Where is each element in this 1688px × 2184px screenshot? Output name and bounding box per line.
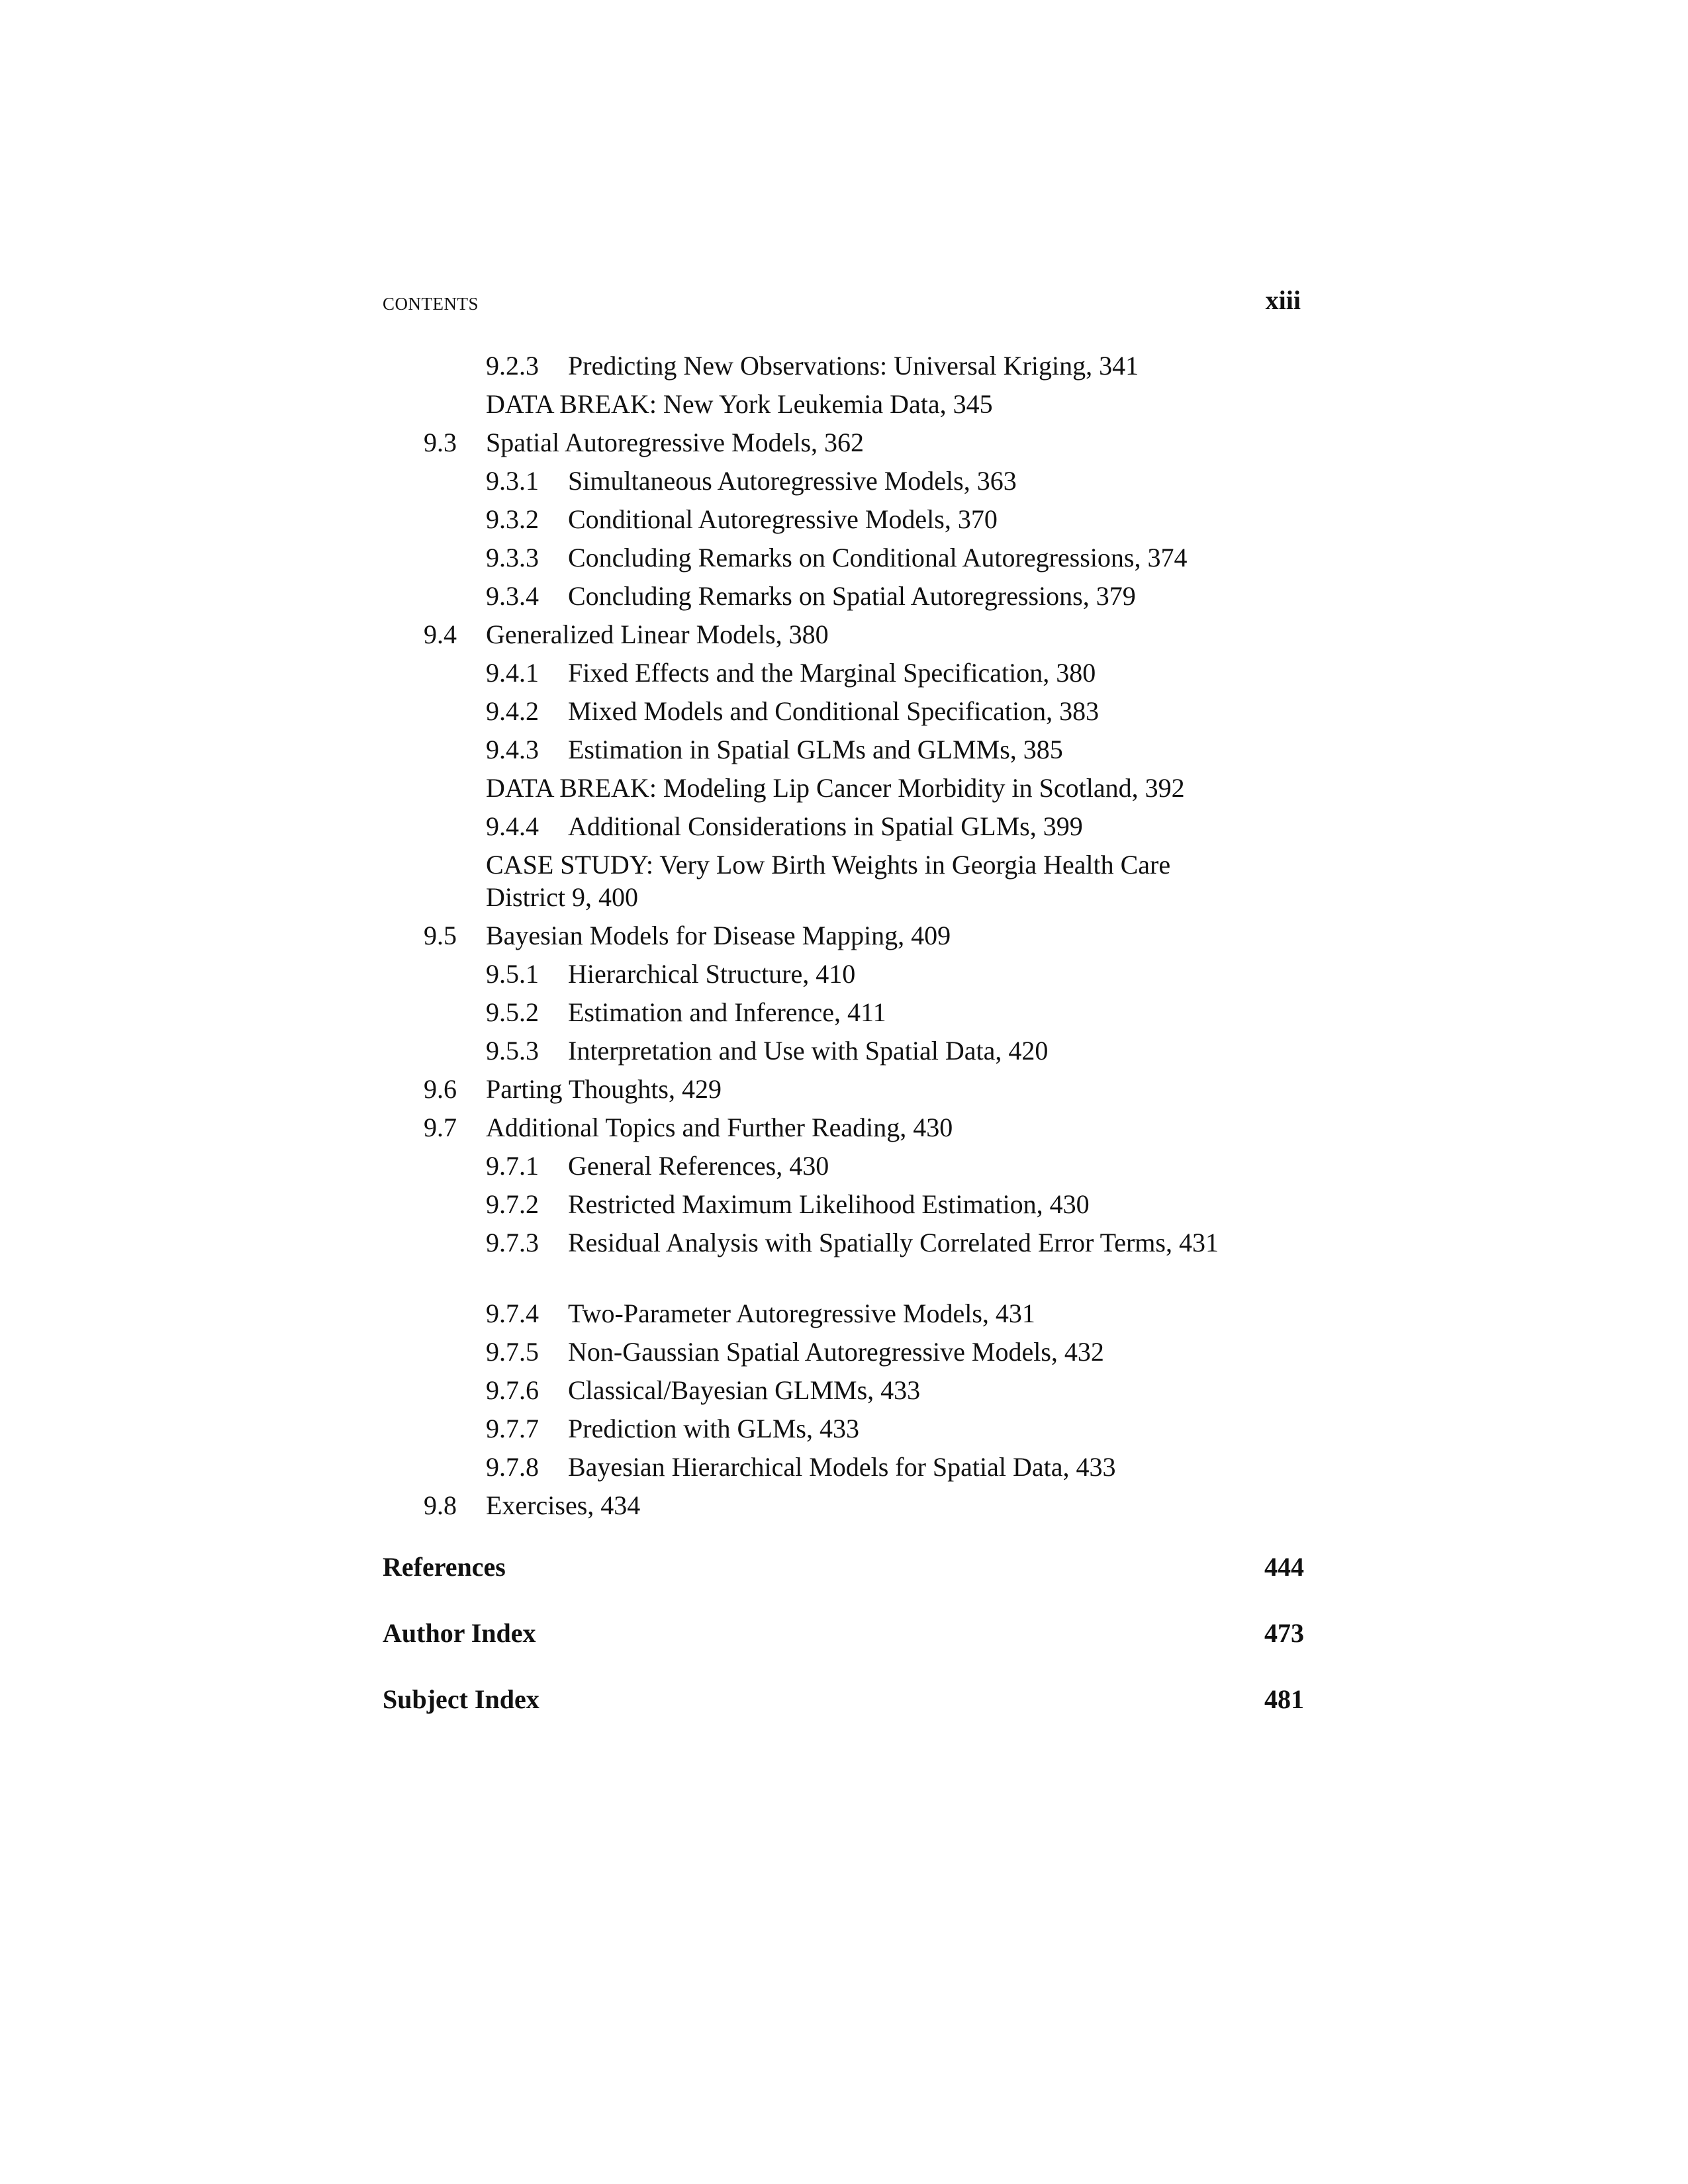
toc-entry (0, 1451, 1688, 1483)
backmatter-page: 444 (1264, 1552, 1304, 1582)
toc-entry-title: DATA BREAK: Modeling Lip Cancer Morbidity in Scotland, 392 (486, 773, 1185, 803)
toc-entry (0, 919, 1688, 952)
toc-entry (0, 388, 1688, 420)
toc-entry-number: 9.7.4 (486, 1298, 539, 1328)
toc-entry-title: Concluding Remarks on Conditional Autoregressions, 374 (568, 543, 1188, 572)
toc-entry-number: 9.4.3 (486, 735, 539, 764)
toc-entry-title: Residual Analysis with Spatially Correlated Error Terms, 431 (568, 1228, 1219, 1257)
toc-entry-title: Generalized Linear Models, 380 (486, 619, 829, 649)
toc-entry-number: 9.3.3 (486, 543, 539, 572)
toc-entry (0, 1226, 1688, 1291)
page-number: xiii (1265, 285, 1301, 315)
toc-entry (0, 657, 1688, 689)
toc-entry (0, 1034, 1688, 1067)
toc-entry (0, 618, 1688, 651)
toc-entry-title: Non-Gaussian Spatial Autoregressive Models, 432 (568, 1337, 1104, 1367)
toc-entry-title: Exercises, 434 (486, 1490, 641, 1520)
toc-entry-title: Fixed Effects and the Marginal Specification, 380 (568, 658, 1096, 688)
toc-entry-title: Hierarchical Structure, 410 (568, 959, 856, 989)
toc-entry-number: 9.7.6 (486, 1375, 539, 1405)
toc-entry-title: Additional Topics and Further Reading, 430 (486, 1113, 953, 1142)
toc-entry (0, 1073, 1688, 1105)
toc-entry-title: Restricted Maximum Likelihood Estimation, 430 (568, 1189, 1090, 1219)
toc-entry-number: 9.5 (424, 921, 457, 950)
backmatter-label: References (383, 1552, 506, 1582)
toc-entry-title: Predicting New Observations: Universal Kriging, 341 (568, 351, 1139, 381)
toc-entry-number: 9.4.4 (486, 811, 539, 841)
toc-entry (0, 1150, 1688, 1182)
toc-entry (0, 810, 1688, 842)
running-head: CONTENTS (383, 294, 479, 314)
toc-entry-number: 9.6 (424, 1074, 457, 1104)
toc-entry-number: 9.3 (424, 428, 457, 457)
toc-entry-title: Conditional Autoregressive Models, 370 (568, 504, 998, 534)
table-of-contents (0, 349, 1688, 1527)
toc-entry-number: 9.5.3 (486, 1036, 539, 1066)
toc-entry-number: 9.3.4 (486, 581, 539, 611)
toc-entry-title: Prediction with GLMs, 433 (568, 1414, 859, 1443)
toc-entry (0, 1374, 1688, 1406)
toc-entry-number: 9.3.1 (486, 466, 539, 496)
toc-entry-number: 9.7 (424, 1113, 457, 1142)
toc-entry-title: Simultaneous Autoregressive Models, 363 (568, 466, 1017, 496)
toc-entry (0, 772, 1688, 804)
toc-entry (0, 996, 1688, 1028)
toc-entry-title: Interpretation and Use with Spatial Data, 420 (568, 1036, 1049, 1066)
toc-entry-title: Estimation in Spatial GLMs and GLMMs, 385 (568, 735, 1063, 764)
toc-entry (0, 695, 1688, 727)
toc-entry-title: Parting Thoughts, 429 (486, 1074, 722, 1104)
toc-entry (0, 958, 1688, 990)
toc-entry (0, 503, 1688, 535)
toc-entry-number: 9.7.1 (486, 1151, 539, 1181)
toc-entry (0, 1111, 1688, 1144)
toc-entry (0, 465, 1688, 497)
backmatter-label: Subject Index (383, 1684, 539, 1714)
toc-entry-number: 9.5.1 (486, 959, 539, 989)
toc-entry (0, 349, 1688, 382)
toc-entry (0, 848, 1688, 913)
toc-entry (0, 426, 1688, 459)
toc-entry-number: 9.2.3 (486, 351, 539, 381)
toc-entry-number: 9.3.2 (486, 504, 539, 534)
toc-entry (0, 1489, 1688, 1522)
toc-entry (0, 1188, 1688, 1220)
toc-entry-title: Bayesian Models for Disease Mapping, 409 (486, 921, 951, 950)
toc-entry-title: Spatial Autoregressive Models, 362 (486, 428, 865, 457)
toc-entry-number: 9.4 (424, 619, 457, 649)
toc-entry-title: General References, 430 (568, 1151, 829, 1181)
toc-entry (0, 580, 1688, 612)
toc-entry-number: 9.7.5 (486, 1337, 539, 1367)
toc-entry-number: 9.7.7 (486, 1414, 539, 1443)
toc-entry-title: Mixed Models and Conditional Specification, 383 (568, 696, 1100, 726)
toc-entry-title: Concluding Remarks on Spatial Autoregressions, 379 (568, 581, 1136, 611)
toc-entry-title: Bayesian Hierarchical Models for Spatial Data, 433 (568, 1452, 1116, 1482)
toc-entry-title: Estimation and Inference, 411 (568, 997, 886, 1027)
toc-entry-number: 9.7.3 (486, 1228, 539, 1257)
toc-entry-title: Two-Parameter Autoregressive Models, 431 (568, 1298, 1035, 1328)
toc-entry-title: Classical/Bayesian GLMMs, 433 (568, 1375, 921, 1405)
toc-entry (0, 1412, 1688, 1445)
toc-entry (0, 541, 1688, 574)
toc-entry-number: 9.7.8 (486, 1452, 539, 1482)
toc-entry-number: 9.8 (424, 1490, 457, 1520)
toc-entry-number: 9.4.2 (486, 696, 539, 726)
toc-entry-title: CASE STUDY: Very Low Birth Weights in Georgia Health Care District 9, 400 (486, 850, 1171, 912)
toc-entry (0, 1336, 1688, 1368)
backmatter-page: 481 (1264, 1684, 1304, 1714)
backmatter-page: 473 (1264, 1618, 1304, 1648)
toc-entry-number: 9.7.2 (486, 1189, 539, 1219)
backmatter-label: Author Index (383, 1618, 536, 1648)
toc-entry-title: DATA BREAK: New York Leukemia Data, 345 (486, 389, 993, 419)
toc-entry-title: Additional Considerations in Spatial GLMs, 399 (568, 811, 1083, 841)
toc-entry (0, 1297, 1688, 1330)
toc-entry-number: 9.4.1 (486, 658, 539, 688)
toc-entry-number: 9.5.2 (486, 997, 539, 1027)
toc-entry (0, 733, 1688, 766)
